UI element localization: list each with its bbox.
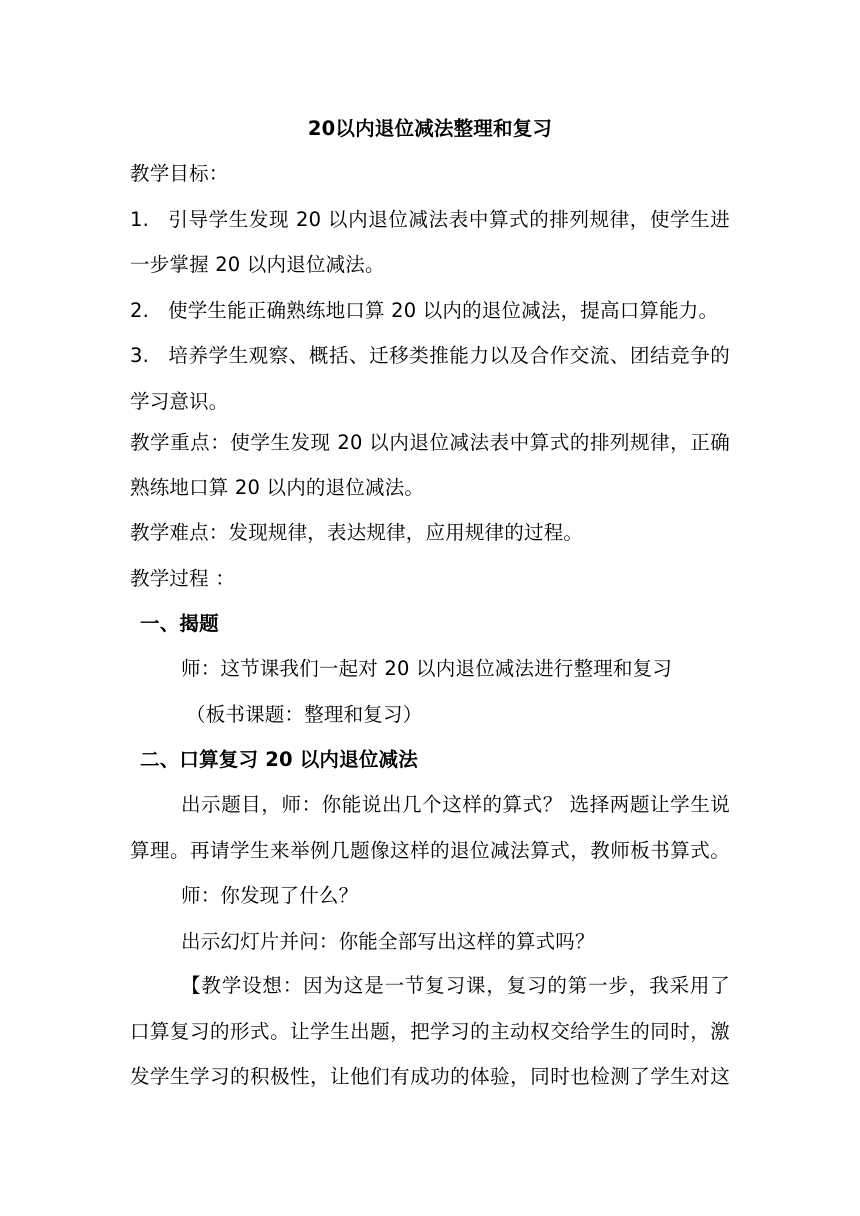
objective-2-text: 使学生能正确熟练地口算 20 以内的退位减法，提高口算能力。 (168, 299, 719, 322)
section-2-paragraph-1-line-1: 出示题目，师：你能说出几个这样的算式？ 选择两题让学生说 (181, 793, 730, 816)
section-1-heading: 一、揭题 (140, 612, 219, 635)
objectives-heading: 教学目标： (130, 162, 229, 185)
objective-1-number: 1. (130, 208, 150, 231)
design-note-line-2: 口算复习的形式。让学生出题，把学习的主动权交给学生的同时，激 (130, 1020, 730, 1043)
section-1-paragraph-1: 师：这节课我们一起对 20 以内退位减法进行整理和复习 (181, 657, 673, 680)
objective-3-number: 3. (130, 344, 150, 367)
objective-1-line-2: 一步掌握 20 以内退位减法。 (130, 253, 385, 276)
objective-2 (130, 296, 730, 326)
section-2-heading: 二、口算复习 20 以内退位减法 (140, 748, 418, 771)
objective-2-number: 2. (130, 299, 150, 322)
objective-3-line-1 (130, 341, 730, 371)
objective-3-line-2: 学习意识。 (130, 390, 229, 413)
key-point-line-2: 熟练地口算 20 以内的退位减法。 (130, 476, 425, 499)
objective-1-line-1 (130, 205, 730, 235)
process-heading: 教学过程 ： (130, 567, 235, 590)
section-2-paragraph-1-line-2: 算理。再请学生来举例几题像这样的退位减法算式，教师板书算式。 (130, 839, 730, 862)
objective-3-text: 培养学生观察、概括、迁移类推能力以及合作交流、团结竞争的 (168, 344, 730, 367)
section-2-paragraph-3: 出示幻灯片并问：你能全部写出这样的算式吗？ (181, 930, 595, 953)
design-note-line-3: 发学生学习的积极性，让他们有成功的体验，同时也检测了学生对这 (130, 1065, 730, 1088)
document-title: 20以内退位减法整理和复习 (307, 117, 553, 140)
section-2-paragraph-2: 师：你发现了什么？ (181, 884, 359, 907)
objective-1-text: 引导学生发现 20 以内退位减法表中算式的排列规律，使学生进 (168, 208, 730, 231)
key-point-line-1: 教学重点：使学生发现 20 以内退位减法表中算式的排列规律，正确 (130, 431, 730, 454)
difficulty-point: 教学难点：发现规律，表达规律，应用规律的过程。 (130, 521, 584, 544)
design-note-line-1: 【教学设想：因为这是一节复习课，复习的第一步，我采用了 (181, 974, 730, 997)
section-1-paragraph-2: （板书课题：整理和复习） (186, 703, 423, 726)
